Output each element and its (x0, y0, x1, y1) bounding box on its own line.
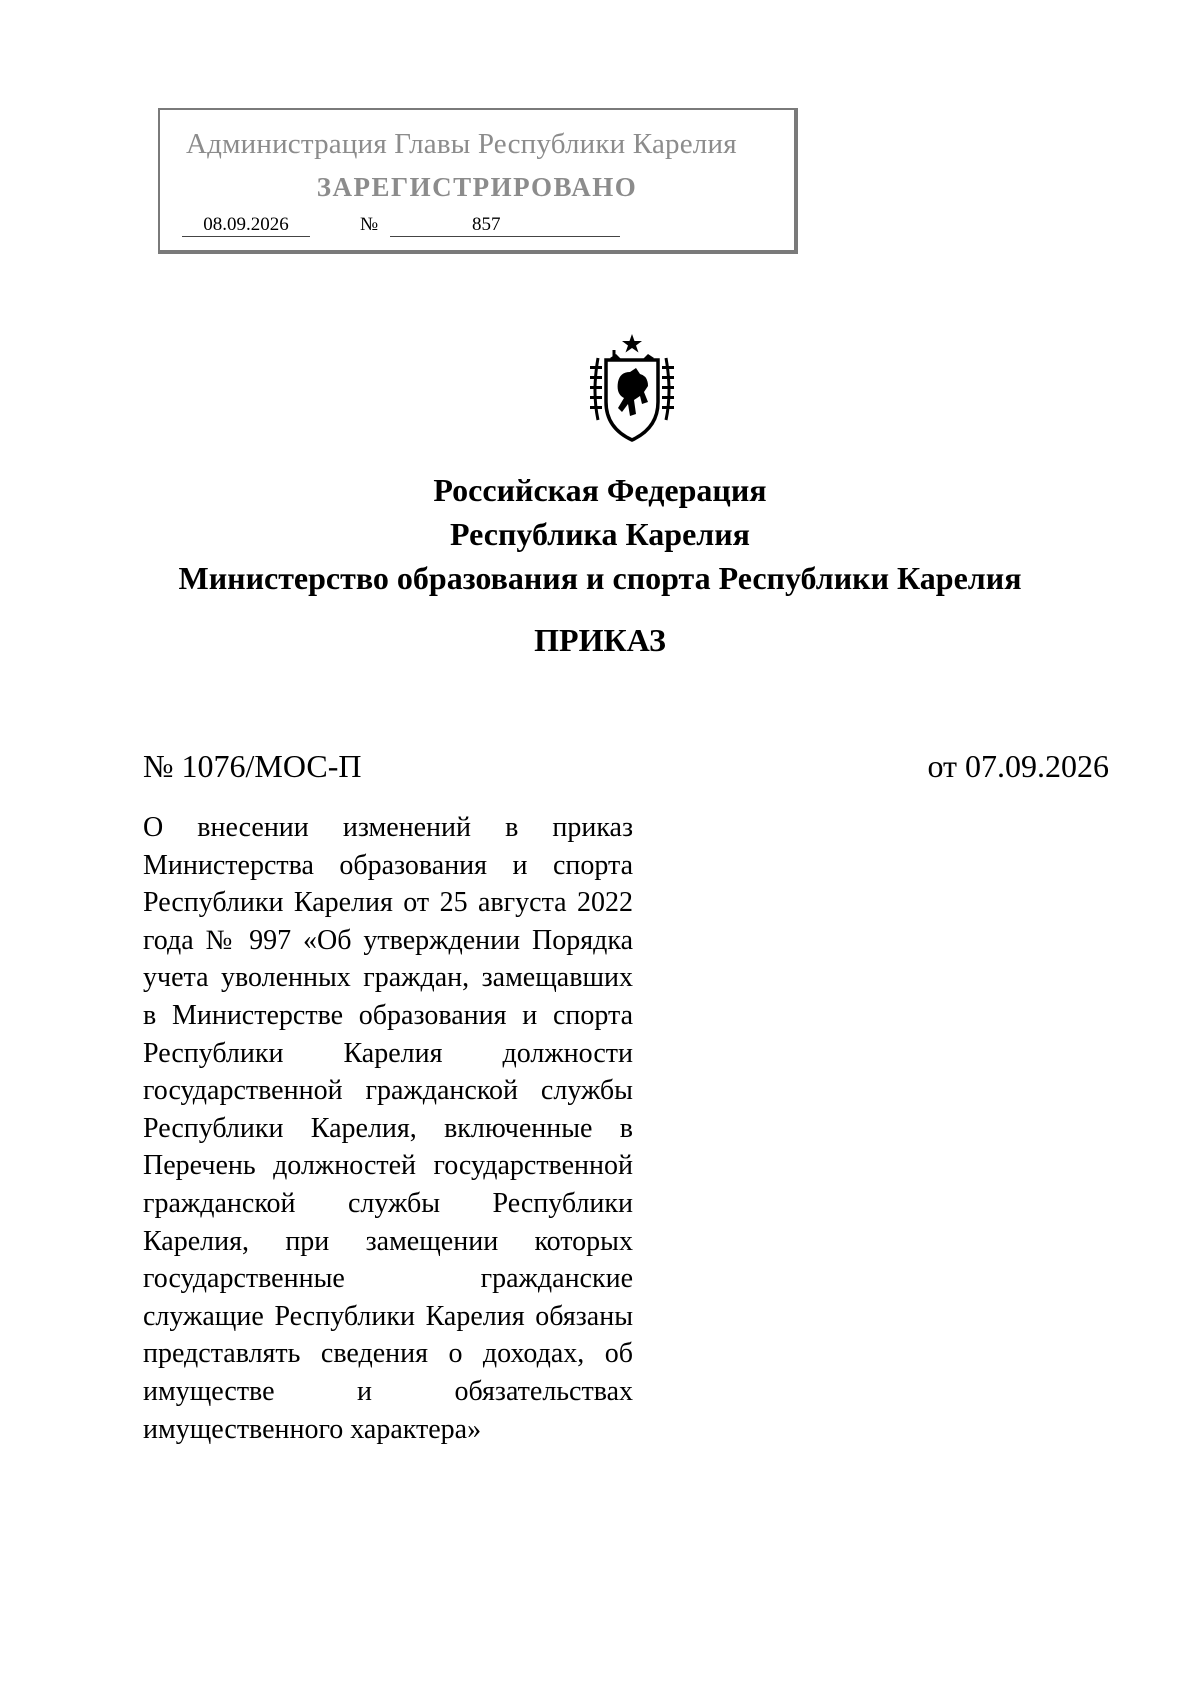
subject-line: Министерства образования и спорта (143, 849, 633, 881)
subject-line: государственные гражданские (143, 1263, 633, 1295)
registration-stamp (158, 108, 798, 254)
document-subject (143, 809, 633, 1448)
subject-line: учета уволенных граждан, замещавших (143, 962, 633, 994)
stamp-date: 08.09.2026 (182, 214, 310, 237)
subject-line: Республики Карелия от 25 августа 2022 (143, 887, 633, 919)
subject-line: представлять сведения о доходах, об (143, 1338, 633, 1370)
stamp-number-sign: № (360, 214, 379, 235)
document-type: ПРИКАЗ (534, 622, 666, 658)
subject-line: в Министерстве образования и спорта (143, 999, 633, 1031)
subject-line: имущественного характера» (143, 1413, 482, 1445)
subject-line: Перечень должностей государственной (143, 1150, 633, 1182)
subject-line: О внесении изменений в приказ (143, 812, 633, 843)
subject-line: Республики Карелия должности (143, 1037, 633, 1069)
document-date: от 07.09.2026 (927, 748, 1109, 784)
subject-line: служащие Республики Карелия обязаны (143, 1300, 633, 1332)
subject-line: Карелия, при замещении которых (143, 1225, 633, 1257)
document-number: № 1076/МОС-П (143, 748, 362, 784)
subject-line: гражданской службы Республики (143, 1187, 633, 1219)
subject-line: государственной гражданской службы (143, 1075, 633, 1107)
stamp-number: 857 (390, 214, 620, 237)
header-republic: Республика Карелия (450, 516, 750, 552)
stamp-status: ЗАРЕГИСТРИРОВАНО (316, 172, 638, 202)
stamp-organization: Администрация Главы Республики Карелия (186, 128, 737, 160)
subject-line: имуществе и обязательствах (143, 1375, 633, 1407)
header-ministry: Министерство образования и спорта Республики Карелия (178, 560, 1022, 596)
header-country: Российская Федерация (433, 472, 767, 508)
subject-line: Республики Карелия, включенные в (143, 1112, 633, 1144)
karelia-coat-of-arms-icon (586, 332, 678, 444)
subject-line: года № 997 «Об утверждении Порядка (143, 924, 633, 956)
